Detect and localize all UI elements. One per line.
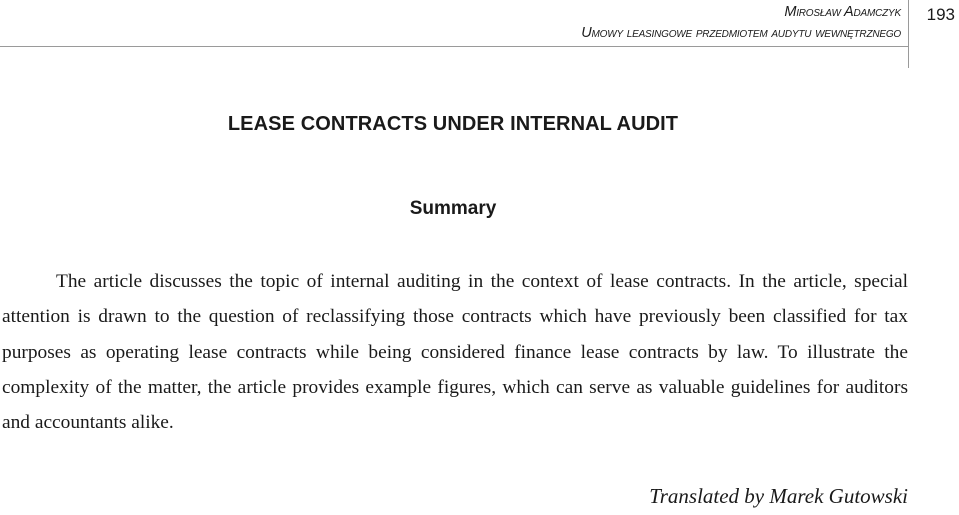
- summary-heading: Summary: [409, 198, 497, 219]
- running-head: [581, 2, 901, 44]
- header-vertical-rule: [908, 0, 909, 68]
- page-header: [0, 0, 959, 70]
- page-number: 193: [926, 5, 955, 24]
- translator-credit: Translated by Marek Gutowski: [649, 484, 908, 508]
- summary-paragraph: The article discusses the topic of internal auditing in the context of lease contracts. In the article, special attention is drawn to the question of reclassifying those contracts which have previously been classified for tax purposes as operating lease contracts while being considered finance lease contracts by law. To illustrate the complexity of the matter, the article provides example figures, which can serve as valuable guidelines for auditors and accountants alike.: [2, 271, 908, 434]
- article-title: LEASE CONTRACTS UNDER INTERNAL AUDIT: [227, 113, 679, 135]
- running-head-title: Umowy leasingowe przedmiotem audytu wewnętrznego: [581, 25, 901, 41]
- running-head-author: Mirosław Adamczyk: [784, 4, 901, 20]
- header-horizontal-rule: [0, 46, 908, 47]
